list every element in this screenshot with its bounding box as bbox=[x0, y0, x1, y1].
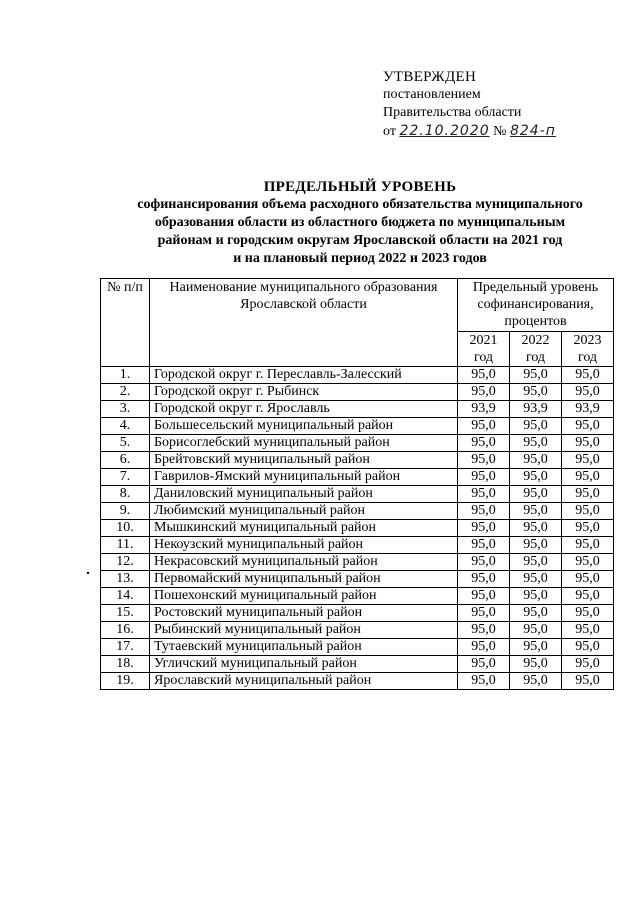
municipality-name: Угличский муниципальный район bbox=[150, 656, 458, 673]
value-2023: 95,0 bbox=[562, 537, 614, 554]
value-2022: 95,0 bbox=[510, 639, 562, 656]
municipality-name: Тутаевский муниципальный район bbox=[150, 639, 458, 656]
table-row bbox=[101, 401, 614, 418]
value-2021: 95,0 bbox=[458, 367, 510, 384]
number-prefix: № bbox=[493, 124, 507, 139]
row-number: 2. bbox=[101, 384, 150, 401]
row-number: 18. bbox=[101, 656, 150, 673]
value-2022: 95,0 bbox=[510, 469, 562, 486]
value-2022: 95,0 bbox=[510, 605, 562, 622]
value-2021: 95,0 bbox=[458, 571, 510, 588]
municipality-name: Любимский муниципальный район bbox=[150, 503, 458, 520]
municipality-name: Городской округ г. Рыбинск bbox=[150, 384, 458, 401]
value-2022: 95,0 bbox=[510, 571, 562, 588]
title-heading: ПРЕДЕЛЬНЫЙ УРОВЕНЬ bbox=[263, 179, 457, 195]
municipality-name: Борисоглебский муниципальный район bbox=[150, 435, 458, 452]
value-2022: 95,0 bbox=[510, 367, 562, 384]
value-2022: 95,0 bbox=[510, 520, 562, 537]
header-year-2023: 2023 год bbox=[562, 332, 614, 367]
municipality-name: Некоузский муниципальный район bbox=[150, 537, 458, 554]
header-cofinancing-level: Предельный уровень софинансирования, процентов bbox=[458, 279, 614, 332]
value-2022: 95,0 bbox=[510, 452, 562, 469]
row-number: 1. bbox=[101, 367, 150, 384]
table-row bbox=[101, 673, 614, 690]
value-2022: 95,0 bbox=[510, 554, 562, 571]
value-2021: 95,0 bbox=[458, 656, 510, 673]
value-2023: 95,0 bbox=[562, 639, 614, 656]
row-number: 3. bbox=[101, 401, 150, 418]
row-number: 6. bbox=[101, 452, 150, 469]
header-year-2022: 2022 год bbox=[510, 332, 562, 367]
table-row bbox=[101, 656, 614, 673]
municipality-name: Большесельский муниципальный район bbox=[150, 418, 458, 435]
title-line-1: софинансирования объема расходного обязательства муниципального bbox=[137, 197, 583, 212]
row-number: 13. bbox=[101, 571, 150, 588]
value-2022: 95,0 bbox=[510, 384, 562, 401]
municipality-name: Даниловский муниципальный район bbox=[150, 486, 458, 503]
table-row bbox=[101, 554, 614, 571]
value-2023: 95,0 bbox=[562, 367, 614, 384]
value-2021: 95,0 bbox=[458, 554, 510, 571]
value-2023: 95,0 bbox=[562, 435, 614, 452]
table-row bbox=[101, 384, 614, 401]
table-row bbox=[101, 537, 614, 554]
value-2021: 95,0 bbox=[458, 452, 510, 469]
municipality-name: Городской округ г. Переславль-Залесский bbox=[150, 367, 458, 384]
row-number: 12. bbox=[101, 554, 150, 571]
municipality-name: Некрасовский муниципальный район bbox=[150, 554, 458, 571]
row-number: 14. bbox=[101, 588, 150, 605]
document-title bbox=[100, 178, 620, 268]
value-2023: 95,0 bbox=[562, 605, 614, 622]
value-2023: 95,0 bbox=[562, 656, 614, 673]
value-2021: 93,9 bbox=[458, 401, 510, 418]
row-number: 9. bbox=[101, 503, 150, 520]
value-2021: 95,0 bbox=[458, 605, 510, 622]
row-number: 10. bbox=[101, 520, 150, 537]
value-2022: 95,0 bbox=[510, 588, 562, 605]
value-2022: 95,0 bbox=[510, 503, 562, 520]
cofinancing-table bbox=[100, 278, 614, 690]
approval-number: 824-п bbox=[509, 123, 556, 139]
value-2021: 95,0 bbox=[458, 435, 510, 452]
table-row bbox=[101, 639, 614, 656]
table-row bbox=[101, 435, 614, 452]
approval-block bbox=[383, 68, 556, 141]
approval-date-line bbox=[383, 122, 556, 141]
table-row bbox=[101, 486, 614, 503]
value-2022: 95,0 bbox=[510, 673, 562, 690]
municipality-name: Ростовский муниципальный район bbox=[150, 605, 458, 622]
value-2023: 95,0 bbox=[562, 554, 614, 571]
value-2023: 95,0 bbox=[562, 622, 614, 639]
value-2021: 95,0 bbox=[458, 384, 510, 401]
value-2022: 95,0 bbox=[510, 486, 562, 503]
table-row bbox=[101, 367, 614, 384]
value-2021: 95,0 bbox=[458, 537, 510, 554]
municipality-name: Рыбинский муниципальный район bbox=[150, 622, 458, 639]
table-row bbox=[101, 503, 614, 520]
municipality-name: Пошехонский муниципальный район bbox=[150, 588, 458, 605]
municipality-name: Ярославский муниципальный район bbox=[150, 673, 458, 690]
row-number: 8. bbox=[101, 486, 150, 503]
municipality-name: Брейтовский муниципальный район bbox=[150, 452, 458, 469]
value-2023: 95,0 bbox=[562, 384, 614, 401]
value-2021: 95,0 bbox=[458, 673, 510, 690]
value-2022: 95,0 bbox=[510, 622, 562, 639]
value-2022: 93,9 bbox=[510, 401, 562, 418]
row-number: 15. bbox=[101, 605, 150, 622]
value-2023: 95,0 bbox=[562, 588, 614, 605]
value-2023: 93,9 bbox=[562, 401, 614, 418]
value-2021: 95,0 bbox=[458, 520, 510, 537]
value-2023: 95,0 bbox=[562, 469, 614, 486]
value-2023: 95,0 bbox=[562, 418, 614, 435]
value-2023: 95,0 bbox=[562, 486, 614, 503]
row-number: 17. bbox=[101, 639, 150, 656]
table-row bbox=[101, 520, 614, 537]
approval-line-2: постановлением bbox=[383, 87, 481, 102]
table-row bbox=[101, 452, 614, 469]
row-number: 7. bbox=[101, 469, 150, 486]
table-row bbox=[101, 418, 614, 435]
value-2023: 95,0 bbox=[562, 520, 614, 537]
municipality-name: Городской округ г. Ярославль bbox=[150, 401, 458, 418]
row-number: 4. bbox=[101, 418, 150, 435]
value-2021: 95,0 bbox=[458, 588, 510, 605]
approval-line-3: Правительства области bbox=[383, 105, 522, 120]
value-2022: 95,0 bbox=[510, 435, 562, 452]
table-row bbox=[101, 605, 614, 622]
municipality-name: Первомайский муниципальный район bbox=[150, 571, 458, 588]
title-line-3: районам и городским округам Ярославской области на 2021 год bbox=[157, 233, 563, 248]
value-2023: 95,0 bbox=[562, 503, 614, 520]
header-name: Наименование муниципального образования Ярославской области bbox=[150, 279, 458, 367]
municipality-name: Гаврилов-Ямский муниципальный район bbox=[150, 469, 458, 486]
scan-speck bbox=[87, 572, 89, 574]
value-2021: 95,0 bbox=[458, 503, 510, 520]
value-2021: 95,0 bbox=[458, 469, 510, 486]
table-row bbox=[101, 469, 614, 486]
title-line-4: и на плановый период 2022 и 2023 годов bbox=[233, 251, 487, 266]
value-2021: 95,0 bbox=[458, 486, 510, 503]
header-year-2021: 2021 год bbox=[458, 332, 510, 367]
value-2023: 95,0 bbox=[562, 571, 614, 588]
date-prefix: от bbox=[383, 124, 396, 139]
approval-title: УТВЕРЖДЕН bbox=[383, 69, 477, 85]
row-number: 19. bbox=[101, 673, 150, 690]
title-line-2: образования области из областного бюджета по муниципальным bbox=[154, 215, 566, 230]
table-row bbox=[101, 571, 614, 588]
value-2022: 95,0 bbox=[510, 537, 562, 554]
row-number: 5. bbox=[101, 435, 150, 452]
row-number: 11. bbox=[101, 537, 150, 554]
approval-date: 22.10.2020 bbox=[399, 123, 490, 139]
value-2023: 95,0 bbox=[562, 452, 614, 469]
value-2022: 95,0 bbox=[510, 418, 562, 435]
header-num: № п/п bbox=[101, 279, 150, 367]
table-row bbox=[101, 588, 614, 605]
value-2021: 95,0 bbox=[458, 418, 510, 435]
row-number: 16. bbox=[101, 622, 150, 639]
value-2022: 95,0 bbox=[510, 656, 562, 673]
value-2023: 95,0 bbox=[562, 673, 614, 690]
municipality-name: Мышкинский муниципальный район bbox=[150, 520, 458, 537]
value-2021: 95,0 bbox=[458, 622, 510, 639]
table-row bbox=[101, 622, 614, 639]
value-2021: 95,0 bbox=[458, 639, 510, 656]
